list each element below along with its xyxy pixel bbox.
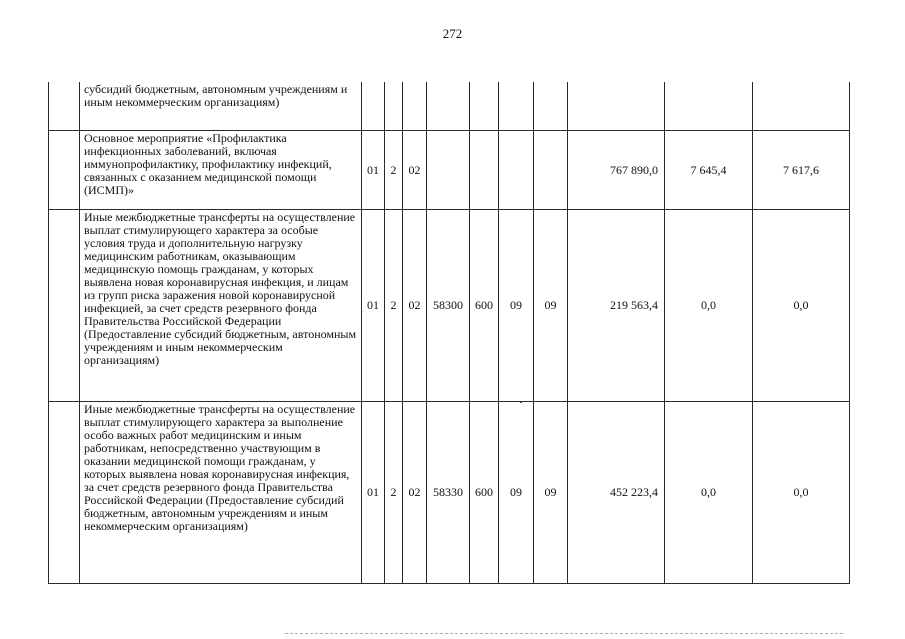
amount-year-1: 219 563,4 — [568, 210, 665, 402]
code-expense-type: 600 — [470, 402, 499, 584]
code-event — [403, 82, 427, 131]
amount-year-3: 0,0 — [753, 210, 850, 402]
code-program: 01 — [362, 131, 385, 210]
code-expense-type: 600 — [470, 210, 499, 402]
amount-year-2: 0,0 — [665, 402, 753, 584]
table-row — [49, 82, 850, 131]
code-expense-type — [470, 82, 499, 131]
code-direction — [427, 82, 470, 131]
amount-year-3 — [753, 82, 850, 131]
code-event: 02 — [403, 402, 427, 584]
code-section: 09 — [499, 402, 534, 584]
code-subprogram: 2 — [385, 131, 403, 210]
item-name: Основное мероприятие «Профилактика инфекционных заболеваний, включая иммунопрофилактику, профилактику инфекций, связанных с оказанием медицинской помощи (ИСМП)» — [80, 131, 362, 210]
code-subprogram — [385, 82, 403, 131]
code-subsection: 09 — [534, 210, 568, 402]
code-program: 01 — [362, 210, 385, 402]
row-index-cell — [49, 210, 80, 402]
code-subprogram: 2 — [385, 210, 403, 402]
table-row — [49, 402, 850, 584]
amount-year-2 — [665, 82, 753, 131]
code-direction: 58330 — [427, 402, 470, 584]
amount-year-2: 7 645,4 — [665, 131, 753, 210]
scan-speck — [520, 402, 522, 403]
table-row — [49, 131, 850, 210]
row-index-cell — [49, 402, 80, 584]
code-section — [499, 131, 534, 210]
code-subsection — [534, 82, 568, 131]
item-name: Иные межбюджетные трансферты на осуществление выплат стимулирующего характера за особые условия труда и дополнительную нагрузку медицинским работникам, оказывающим медицинскую помощь гражданам, у которых выявлена новая коронавирусная инфекция, и лицам из групп риска заражения новой коронавирусной инфекцией, за счет средств резервного фонда Правительства Российской Федерации (Предоставление субсидий бюджетным, автономным учреждениям и иным некоммерческим организациям) — [80, 210, 362, 402]
amount-year-3: 0,0 — [753, 402, 850, 584]
code-subprogram: 2 — [385, 402, 403, 584]
amount-year-2: 0,0 — [665, 210, 753, 402]
budget-table — [48, 82, 850, 584]
row-index-cell — [49, 82, 80, 131]
table-row — [49, 210, 850, 402]
code-subsection — [534, 131, 568, 210]
code-expense-type — [470, 131, 499, 210]
item-name: субсидий бюджетным, автономным учреждениям и иным некоммерческим организациям) — [80, 82, 362, 131]
page-number: 272 — [442, 26, 463, 41]
code-event: 02 — [403, 210, 427, 402]
amount-year-3: 7 617,6 — [753, 131, 850, 210]
code-event: 02 — [403, 131, 427, 210]
code-subsection: 09 — [534, 402, 568, 584]
amount-year-1 — [568, 82, 665, 131]
code-direction — [427, 131, 470, 210]
code-section — [499, 82, 534, 131]
code-direction: 58300 — [427, 210, 470, 402]
code-program: 01 — [362, 402, 385, 584]
code-program — [362, 82, 385, 131]
scan-bottom-edge — [285, 633, 845, 634]
amount-year-1: 767 890,0 — [568, 131, 665, 210]
code-section: 09 — [499, 210, 534, 402]
row-index-cell — [49, 131, 80, 210]
item-name: Иные межбюджетные трансферты на осуществление выплат стимулирующего характера за выполнение особо важных работ медицинским и иным работникам, непосредственно участвующим в оказании медицинской помощи гражданам, у которых выявлена новая коронавирусная инфекция, за счет средств резервного фонда Правительства Российской Федерации (Предоставление субсидий бюджетным, автономным учреждениям и иным некоммерческим организациям) — [80, 402, 362, 584]
amount-year-1: 452 223,4 — [568, 402, 665, 584]
